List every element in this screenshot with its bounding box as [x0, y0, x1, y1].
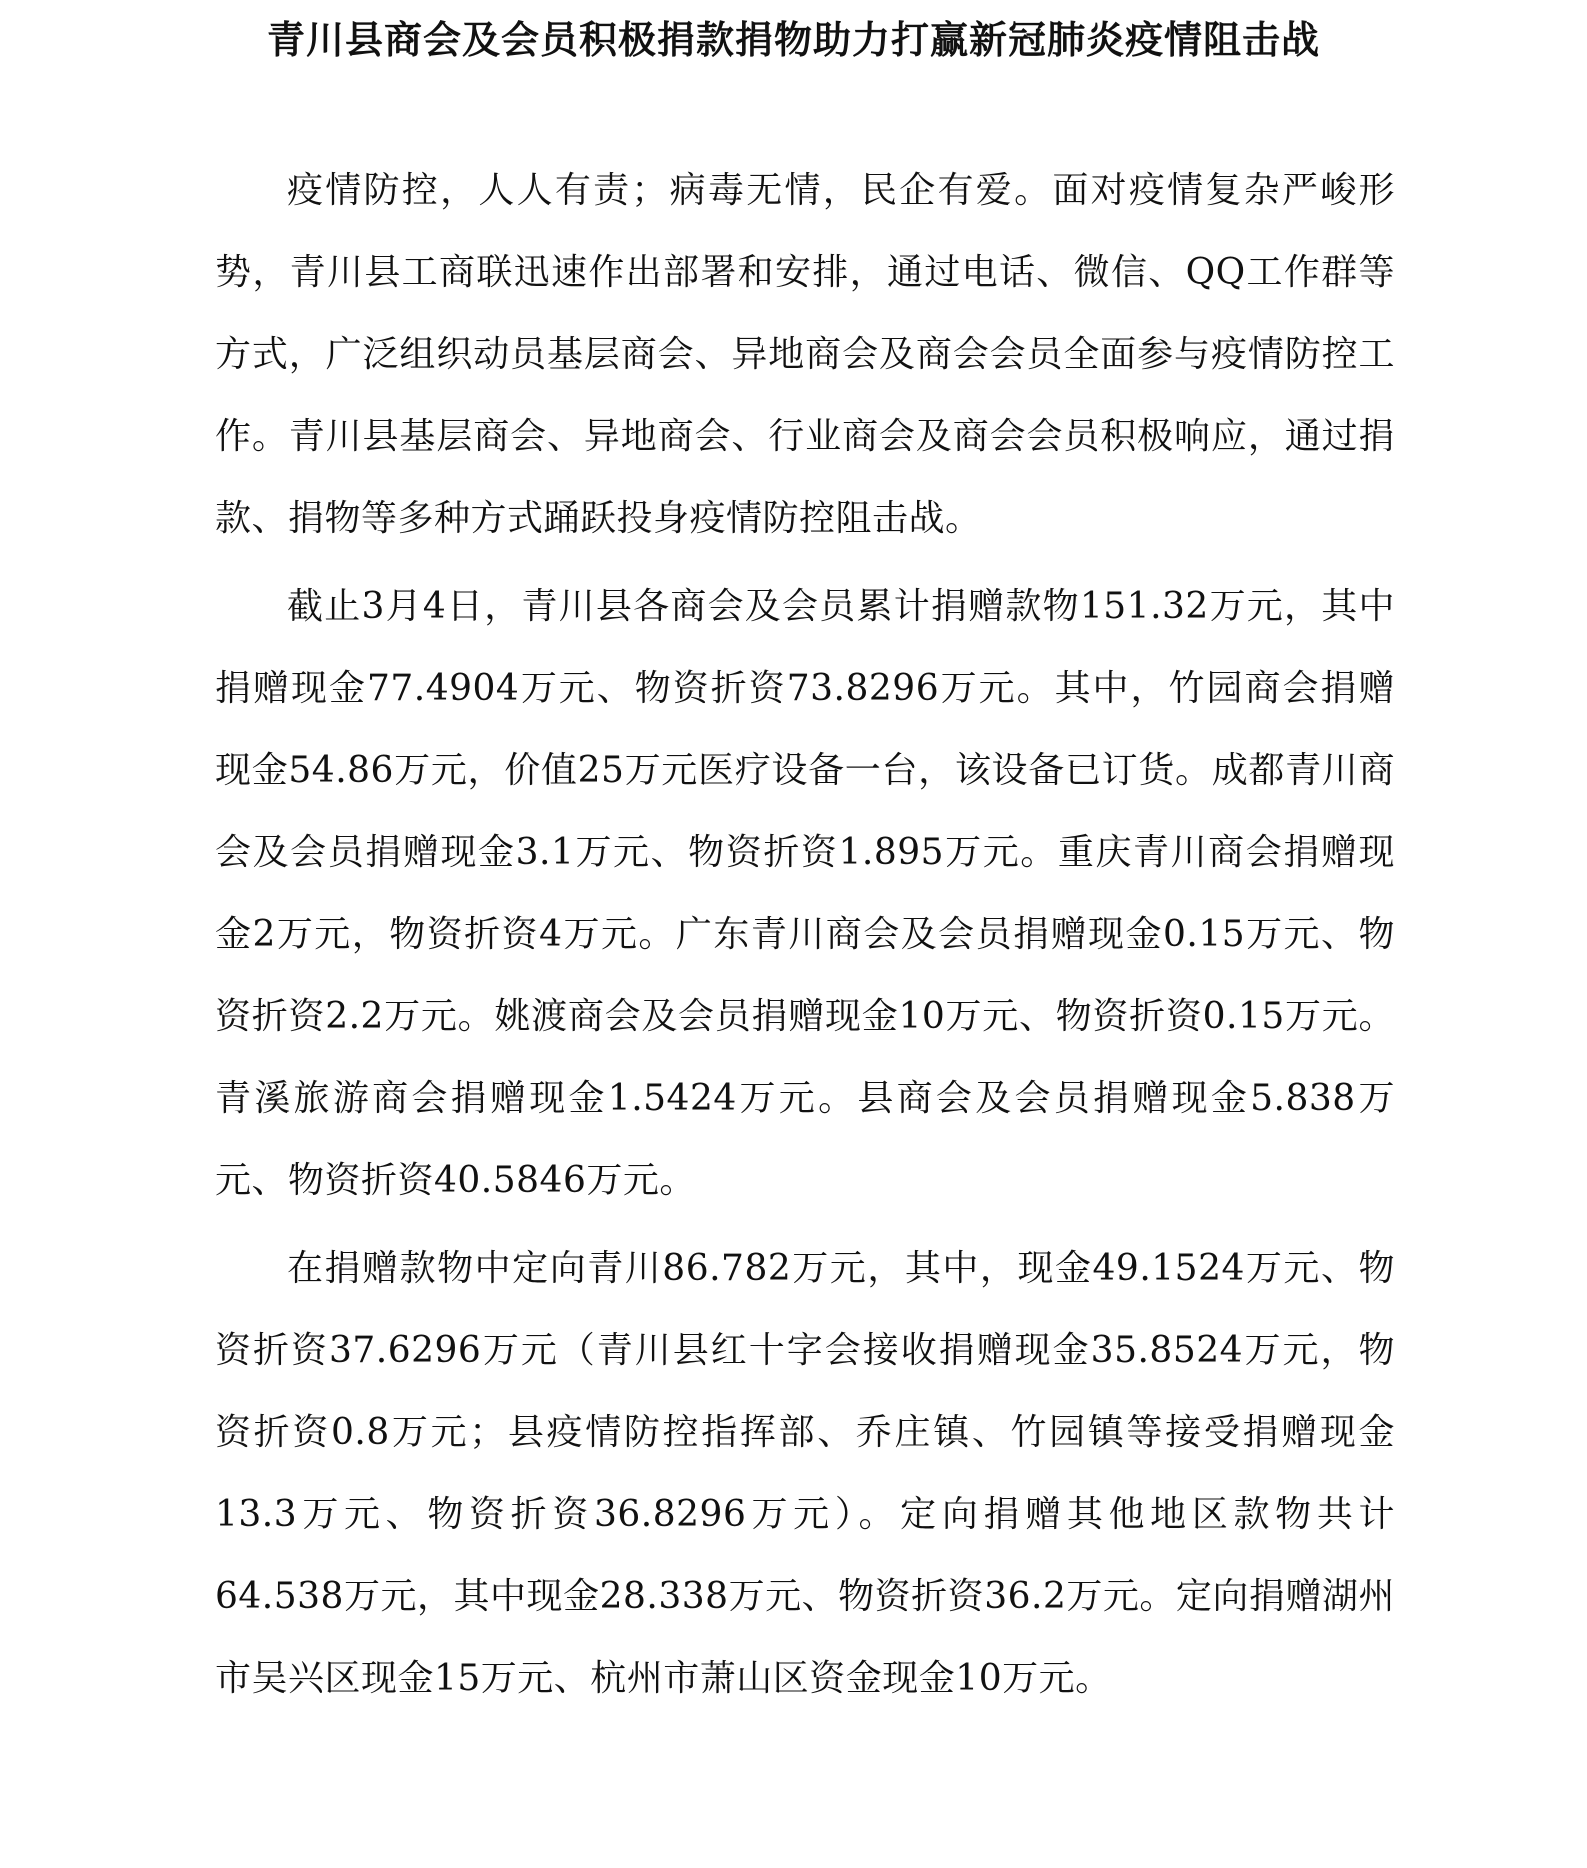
document-body [215, 150, 1395, 1726]
paragraph-intro: 疫情防控，人人有责；病毒无情，民企有爱。面对疫情复杂严峻形势，青川县工商联迅速作出部署和安排，通过电话、微信、QQ工作群等方式，广泛组织动员基层商会、异地商会及商会会员全面参与疫情防控工作。青川县基层商会、异地商会、行业商会及商会会员积极响应，通过捐款、捐物等多种方式踊跃投身疫情防控阻击战。 [215, 170, 1395, 539]
document-title: 青川县商会及会员积极捐款捐物助力打赢新冠肺炎疫情阻击战 [266, 17, 1320, 62]
paragraph-donation-totals: 截止3月4日，青川县各商会及会员累计捐赠款物151.32万元，其中捐赠现金77.4904万元、物资折资73.8296万元。其中，竹园商会捐赠现金54.86万元，价值25万元医疗设备一台，该设备已订货。成都青川商会及会员捐赠现金3.1万元、物资折资1.895万元。重庆青川商会捐赠现金2万元，物资折资4万元。广东青川商会及会员捐赠现金0.15万元、物资折资2.2万元。姚渡商会及会员捐赠现金10万元、物资折资0.15万元。青溪旅游商会捐赠现金1.5424万元。县商会及会员捐赠现金5.838万元、物资折资40.5846万元。 [215, 586, 1395, 1201]
paragraph-targeted-donations: 在捐赠款物中定向青川86.782万元，其中，现金49.1524万元、物资折资37.6296万元（青川县红十字会接收捐赠现金35.8524万元，物资折资0.8万元；县疫情防控指挥部、乔庄镇、竹园镇等接受捐赠现金13.3万元、物资折资36.8296万元）。定向捐赠其他地区款物共计64.538万元，其中现金28.338万元、物资折资36.2万元。定向捐赠湖州市吴兴区现金15万元、杭州市萧山区资金现金10万元。 [215, 1248, 1395, 1699]
